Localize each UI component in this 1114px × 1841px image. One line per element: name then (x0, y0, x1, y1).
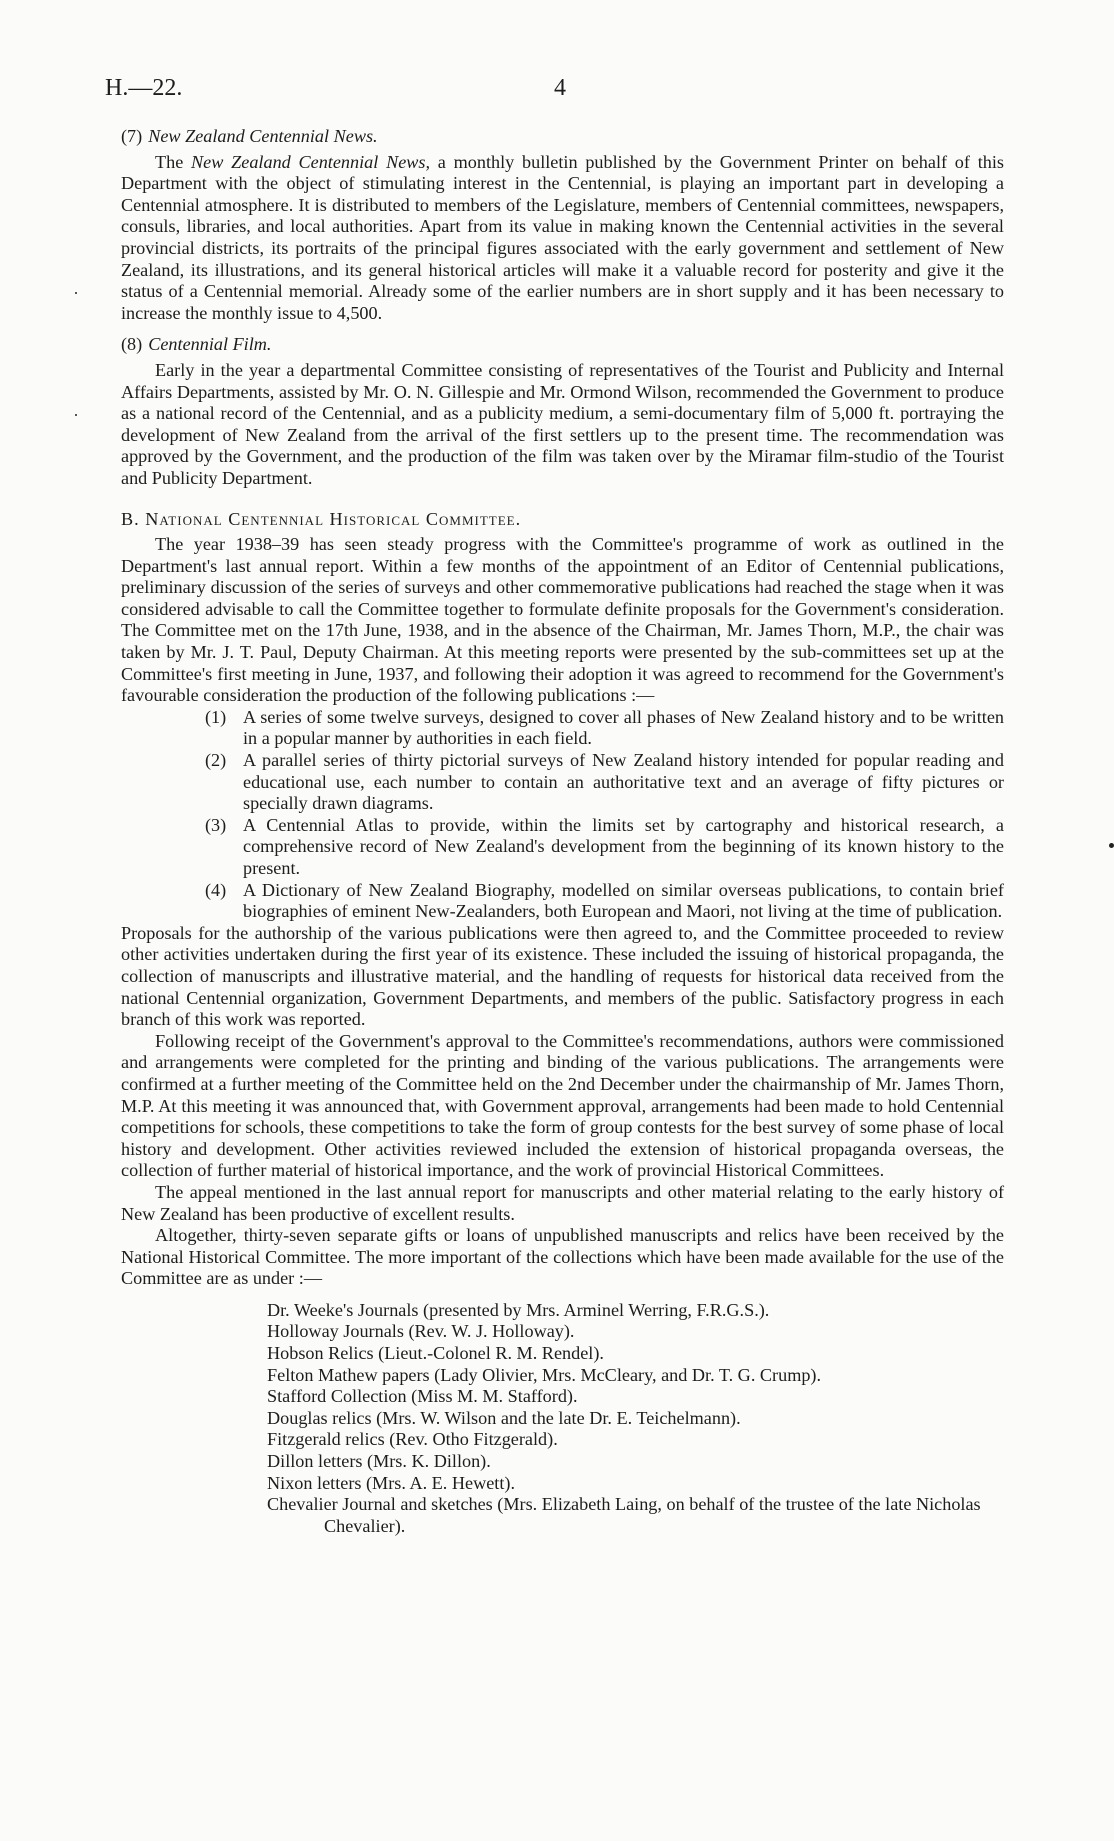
report-reference: H.—22. (105, 75, 183, 101)
list-item (121, 750, 1004, 815)
list-text: A Dictionary of New Zealand Biography, modelled on similar overseas publications, to contain brief biographies of eminent New-Zealanders, both European and Maori, not living at the time of publication. (243, 879, 1004, 922)
text-run: The (155, 151, 192, 172)
paragraph: The appeal mentioned in the last annual report for manuscripts and other material relating to the early history of New Zealand has been productive of excellent results. (121, 1181, 1004, 1224)
paragraph: Following receipt of the Government's approval to the Committee's recommendations, authors were commissioned and arrangements were completed for the printing and binding of the various publications. The arrangements were confirmed at a further meeting of the Committee held on the 2nd December under the chairmanship of Mr. James Thorn, M.P. At this meeting it was announced that, with Government approval, arrangements had been made to hold Centennial competitions for schools, these competitions to take the form of group contests for the best survey of some phase of local history and development. Other activities reviewed included the extension of historical propaganda overseas, the collection of further material of historical importance, and the work of provincial Historical Committees. (121, 1030, 1004, 1181)
scan-speck (75, 292, 77, 294)
paragraph: Altogether, thirty-seven separate gifts or loans of unpublished manuscripts and relics have been received by the National Historical Committee. The more important of the collections which have been made available for the use of the Committee are as under :— (121, 1225, 1004, 1289)
page-header (105, 75, 1004, 114)
paragraph: The year 1938–39 has seen steady progress with the Committee's programme of work as outlined in the Department's last annual report. Within a few months of the appointment of an Editor of Centennial publications, preliminary discussion of the series of surveys and other commemorative publications had reached the stage when it was considered advisable to call the Committee together to formulate definite proposals for the Government's consideration. The Committee met on the 17th June, 1938, and in the absence of the Chairman, Mr. James Thorn, M.P., the chair was taken by Mr. J. T. Paul, Deputy Chairman. At this meeting reports were presented by the sub-committees set up at the Committee's first meeting in June, 1937, and following their adoption it was agreed to recommend for the Government's favourable consideration the production of the following publications :— (121, 534, 1004, 706)
section-number: (7) (121, 126, 143, 146)
list-number: (3) (205, 814, 227, 835)
page-number: 4 (554, 75, 566, 101)
section-historical-committee (121, 509, 1004, 1538)
collection-item: Stafford Collection (Miss M. M. Stafford). (267, 1386, 578, 1407)
collection-item: Felton Mathew papers (Lady Olivier, Mrs. McCleary, and Dr. T. G. Crump). (267, 1364, 822, 1385)
collection-item: Fitzgerald relics (Rev. Otho Fitzgerald). (267, 1429, 558, 1450)
paragraph: Proposals for the authorship of the various publications were then agreed to, and the Committee proceeded to review other activities undertaken during the first year of its existence. These included the issuing of historical propaganda, the collection of manuscripts and illustrative material, and the handling of requests for historical data received from the national Centennial organization, Government Departments, and members of the public. Satisfactory progress in each branch of this work was reported. (121, 922, 1004, 1030)
publication-title: New Zealand Centennial News, (191, 151, 431, 172)
section-title: New Zealand Centennial News. (148, 126, 378, 146)
section-number: (8) (121, 334, 143, 355)
publications-list (121, 707, 1004, 923)
collections-list (121, 1300, 1004, 1538)
paragraph (121, 152, 1004, 325)
list-item (121, 880, 1004, 923)
text-run: a monthly bulletin published by the Government Printer on behalf of this Department with the object of stimulating interest in the Centennial, is playing an important part in developing a Centennial atmosphere. It is distributed to members of the Legislature, members of Centennial committees, newspapers, consuls, libraries, and local authorities. Apart from its value in making known the Centennial activities in the several provincial districts, its portraits of the principal figures associated with the early government and settlement of New Zealand, its illustrations, and its general historical articles will make it a valuable record for posterity and give it the status of a Centennial memorial. Already some of the earlier numbers are in short supply and it has been necessary to increase the monthly issue to 4,500. (121, 151, 1004, 323)
section-centennial-film (121, 334, 1004, 489)
section-heading (121, 126, 1004, 148)
collection-item: Dillon letters (Mrs. K. Dillon). (267, 1451, 491, 1472)
collection-item: Hobson Relics (Lieut.-Colonel R. M. Rendel). (267, 1343, 604, 1364)
collection-item: Dr. Weeke's Journals (presented by Mrs. Arminel Werring, F.R.G.S.). (267, 1299, 770, 1320)
section-centennial-news (121, 126, 1004, 324)
list-number: (2) (205, 750, 227, 771)
list-item (121, 707, 1004, 750)
list-number: (1) (205, 706, 227, 727)
list-text: A Centennial Atlas to provide, within the limits set by cartography and historical research, a comprehensive record of New Zealand's development from the beginning of its known history to the present. (243, 814, 1004, 878)
section-heading (121, 334, 1004, 356)
list-text: A parallel series of thirty pictorial surveys of New Zealand history intended for popular reading and educational use, each number to contain an authoritative text and an average of fifty pictures or specially drawn diagrams. (243, 750, 1004, 814)
collection-item: Nixon letters (Mrs. A. E. Hewett). (267, 1472, 516, 1493)
list-text: A series of some twelve surveys, designed to cover all phases of New Zealand history and to be written in a popular manner by authorities in each field. (243, 706, 1004, 749)
collection-item: Holloway Journals (Rev. W. J. Holloway). (267, 1321, 575, 1342)
collection-item: Chevalier Journal and sketches (Mrs. Elizabeth Laing, on behalf of the trustee of the late Nicholas Chevalier). (267, 1494, 981, 1536)
paragraph: Early in the year a departmental Committee consisting of representatives of the Tourist and Publicity and Internal Affairs Departments, assisted by Mr. O. N. Gillespie and Mr. Ormond Wilson, recommended the Government to produce as a national record of the Centennial, and as a publicity medium, a semi-documentary film of 5,000 ft. portraying the development of New Zealand from the arrival of the first settlers up to the present time. The recommendation was approved by the Government, and the production of the film was taken over by the Miramar film-studio of the Tourist and Publicity Department. (121, 359, 1004, 488)
collection-item: Douglas relics (Mrs. W. Wilson and the late Dr. E. Teichelmann). (267, 1407, 741, 1428)
scan-speck (75, 414, 77, 416)
section-heading: B. National Centennial Historical Committee. (121, 508, 522, 529)
scan-speck (1109, 843, 1114, 848)
list-number: (4) (205, 879, 227, 900)
list-item (121, 815, 1004, 880)
section-title: Centennial Film. (148, 334, 272, 355)
